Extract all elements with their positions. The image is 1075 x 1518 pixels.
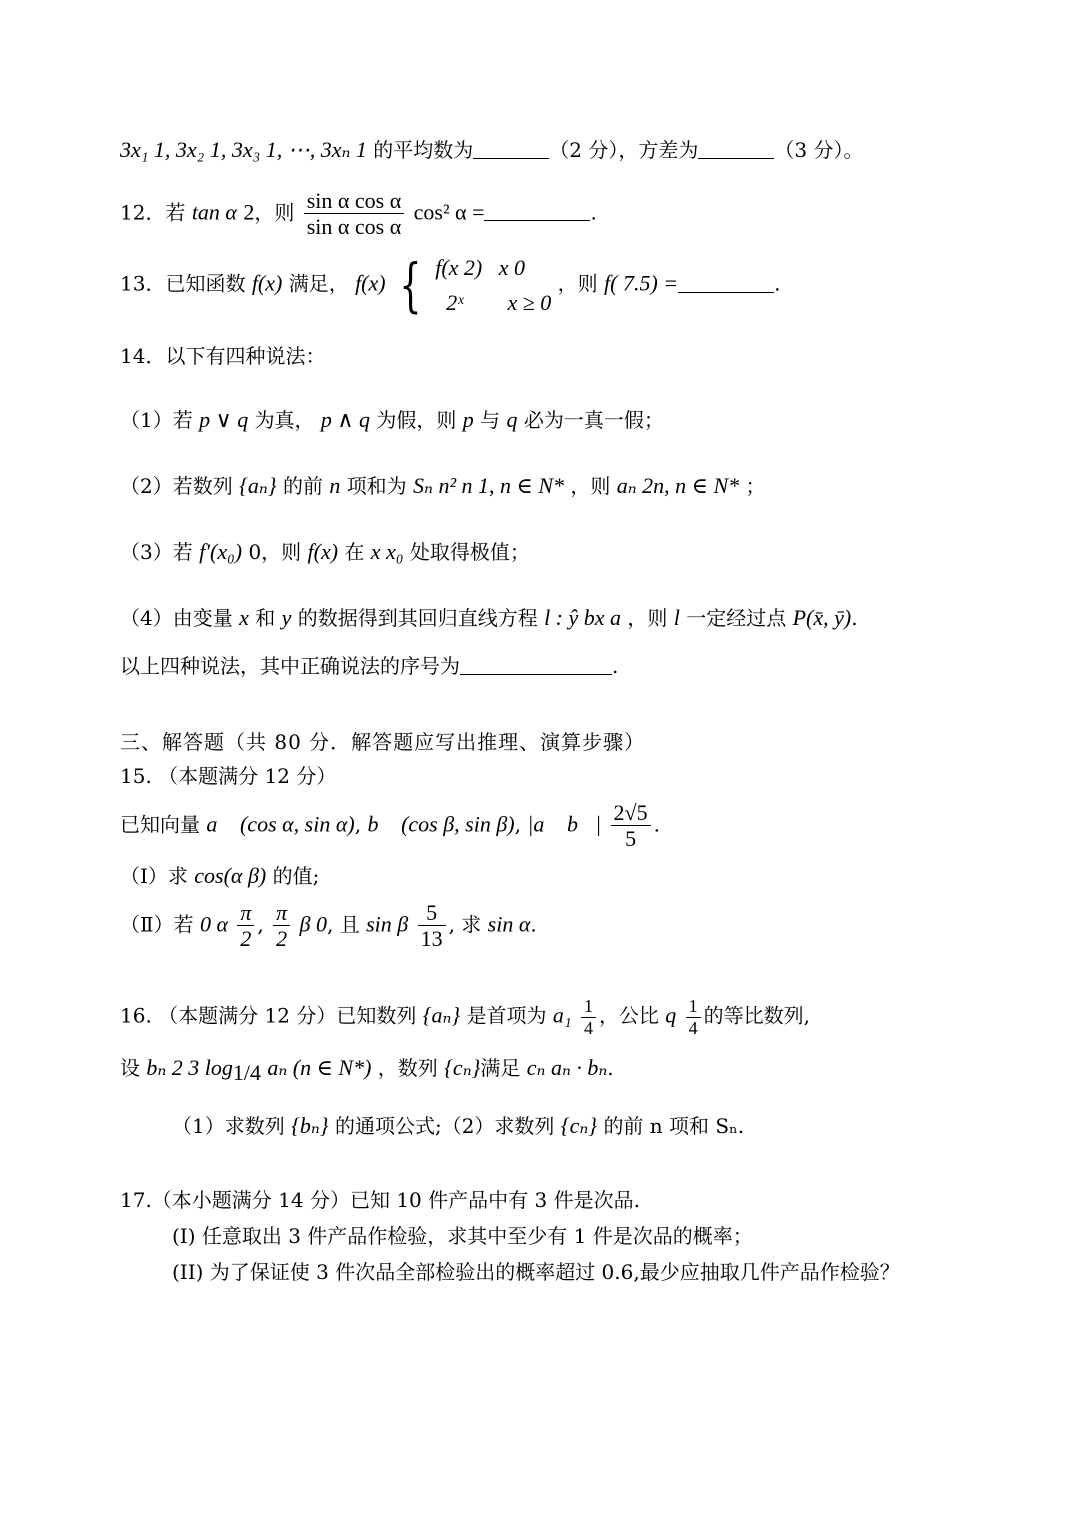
text: 16. （本题满分 12 分）已知数列 — [120, 1003, 417, 1028]
text: 为真， — [254, 408, 315, 432]
text: ，公比 — [598, 1003, 659, 1028]
math-expr: a⃗ (cos α, sin α) — [206, 811, 355, 837]
fraction — [237, 900, 254, 952]
math-expr: 3x₁ 1, 3x₂ 1, 3x₃ 1, ⋯, 3xₙ 1 — [120, 137, 367, 162]
math-expr: q — [506, 407, 518, 432]
text: 已知向量 — [120, 812, 200, 837]
math-expr: f(x) — [251, 270, 283, 296]
case-cond: x 0 — [498, 255, 526, 280]
text: . — [607, 1056, 614, 1080]
text: 是首项为 — [466, 1003, 547, 1028]
text: 的平均数为 — [373, 138, 474, 162]
question-15-part-2 — [120, 900, 537, 952]
math-expr: q — [665, 1002, 677, 1028]
log-base: 1/4 — [232, 1060, 262, 1085]
text: （3）若 — [120, 540, 193, 564]
question-17: 17.（本小题满分 14 分）已知 10 件产品中有 3 件是次品. — [120, 1188, 640, 1212]
math-expr: f(x) — [355, 270, 386, 296]
numerator: π — [237, 900, 254, 926]
fraction — [581, 996, 596, 1038]
fraction — [304, 188, 405, 240]
text: （4）由变量 — [120, 606, 233, 630]
answer-blank[interactable] — [484, 200, 590, 221]
denominator: 2 — [276, 926, 288, 952]
text: 的值; — [272, 864, 320, 888]
question-13 — [120, 250, 780, 320]
text: （3 分）。 — [774, 138, 864, 162]
case-2 — [435, 285, 551, 320]
denominator: sin α cos α — [306, 214, 402, 240]
numerator: 2√5 — [611, 800, 651, 826]
left-brace: { — [399, 251, 422, 320]
statement-3 — [120, 538, 530, 566]
numerator: 5 — [418, 900, 446, 926]
statement-conclusion — [120, 654, 618, 679]
text: , — [354, 812, 362, 837]
line-11 — [120, 136, 863, 164]
text: . — [530, 912, 537, 937]
math-expr: n — [329, 473, 341, 498]
text: 以上四种说法，其中正确说法的序号为 — [120, 654, 460, 678]
math-expr: p — [462, 407, 474, 432]
math-expr: {aₙ} — [422, 1002, 461, 1028]
text: 为假，则 — [376, 408, 457, 432]
math-expr: |a⃗ b⃗| — [527, 811, 602, 837]
text: （1）若 — [120, 408, 193, 432]
text: 满足， — [288, 271, 349, 296]
text: 在 — [344, 540, 365, 564]
denominator: 4 — [583, 1017, 593, 1038]
numerator: 1 — [581, 996, 596, 1018]
text: （Ⅱ）若 — [120, 912, 194, 937]
math-expr: a₁ — [552, 1002, 572, 1028]
text: 必为一真一假； — [523, 408, 664, 432]
math-expr: tan α — [191, 199, 237, 225]
statement-4 — [120, 604, 858, 632]
text: 0，则 — [248, 540, 302, 564]
math-expr: cₙ aₙ · bₙ — [526, 1055, 608, 1080]
math-expr: x x₀ — [370, 539, 404, 564]
denominator: 2 — [240, 926, 252, 952]
math-expr: p ∧ q — [320, 407, 371, 432]
answer-blank[interactable] — [678, 272, 774, 293]
text: （1）求数列 — [172, 1114, 285, 1138]
question-16 — [120, 996, 810, 1038]
math-expr: f( 7.5) = — [604, 270, 679, 296]
math-expr: {aₙ} — [239, 473, 277, 498]
section-heading: 三、解答题（共 80 分．解答题应写出推理、演算步骤） — [120, 730, 646, 754]
question-16-definition — [120, 1054, 614, 1087]
text: （Ⅰ）求 — [120, 864, 188, 888]
numerator: sin α cos α — [304, 188, 405, 214]
text: , — [257, 912, 264, 937]
numerator: π — [273, 900, 290, 926]
math-expr: cos(α β) — [194, 863, 267, 888]
math-expr: Sₙ n² n 1, n ∈ N* — [413, 473, 565, 498]
statement-2 — [120, 472, 765, 500]
fraction — [611, 800, 651, 852]
math-expr: l : ŷ bx a — [544, 605, 622, 630]
denominator: 4 — [688, 1017, 698, 1038]
text: . — [612, 654, 619, 678]
numerator: 1 — [686, 996, 701, 1018]
question-16-parts — [172, 1112, 744, 1140]
text: . — [653, 812, 660, 837]
question-15-body — [120, 800, 660, 852]
text: , 求 — [448, 912, 482, 937]
text: ，则 — [570, 474, 611, 498]
question-17-part-2: (II) 为了保证使 3 件次品全部检验出的概率超过 0.6,最少应抽取几件产品作检验？ — [172, 1260, 900, 1284]
math-expr: 2 — [243, 199, 255, 225]
math-expr: P(x̄, ȳ) — [792, 605, 852, 630]
piecewise-cases — [435, 250, 551, 320]
math-expr: x — [239, 605, 249, 630]
text: 的等比数列, — [703, 1003, 811, 1028]
math-expr: aₙ 2n, n ∈ N* — [616, 473, 740, 498]
case-expr: f(x 2) — [435, 255, 483, 280]
case-cond: x ≥ 0 — [507, 290, 552, 316]
math-expr: p ∨ q — [199, 407, 249, 432]
math-expr: l — [673, 605, 680, 630]
math-expr: cos² α = — [413, 199, 485, 225]
text: 一定经过点 — [686, 606, 787, 630]
math-expr: {bₙ} — [291, 1113, 329, 1138]
text: 的前 — [282, 474, 323, 498]
text: 的通项公式;（2）求数列 — [334, 1114, 555, 1138]
math-expr: {cₙ} — [444, 1055, 481, 1080]
question-15-part-1 — [120, 862, 319, 890]
text: ，则 — [557, 271, 598, 296]
denominator: 13 — [420, 926, 443, 952]
text: ，则 — [254, 200, 295, 225]
answer-blank[interactable] — [473, 138, 549, 159]
text: , 且 — [326, 912, 360, 937]
math-expr: y — [281, 605, 292, 630]
text: . — [590, 200, 597, 225]
math-expr: aₙ (n ∈ N*) — [267, 1055, 372, 1080]
text: 的前 n 项和 Sₙ. — [603, 1114, 745, 1138]
math-expr: 0 α — [199, 911, 229, 937]
text: 满足 — [480, 1056, 521, 1080]
denominator: 5 — [625, 826, 637, 852]
case-1 — [435, 250, 551, 285]
text: ； — [745, 474, 766, 498]
question-17-part-1: (I) 任意取出 3 件产品作检验，求其中至少有 1 件是次品的概率； — [172, 1224, 753, 1248]
question-label: 12．若 — [120, 200, 186, 225]
text: , — [514, 812, 521, 837]
question-label: 13．已知函数 — [120, 271, 246, 296]
math-expr: sin α — [487, 911, 531, 937]
text: 的数据得到其回归直线方程 — [297, 606, 538, 630]
math-expr: f(x) — [307, 539, 339, 564]
text: . — [774, 271, 781, 296]
math-expr: bₙ 2 3 log — [146, 1055, 233, 1080]
math-expr: f′(x₀) — [199, 539, 243, 564]
text: 和 — [255, 606, 276, 630]
text: 设 — [120, 1056, 140, 1080]
fraction — [686, 996, 701, 1038]
text: （2）若数列 — [120, 474, 233, 498]
text: 与 — [480, 408, 501, 432]
question-15-title: 15. （本题满分 12 分） — [120, 764, 337, 788]
answer-blank[interactable] — [698, 138, 774, 159]
math-expr: {cₙ} — [560, 1113, 598, 1138]
math-expr: b⃗ (cos β, sin β) — [367, 811, 515, 837]
text: ，数列 — [377, 1056, 438, 1080]
statement-1 — [120, 406, 664, 434]
answer-blank[interactable] — [460, 654, 612, 675]
question-12 — [120, 188, 597, 240]
text: （2 分），方差为 — [549, 138, 699, 162]
question-14: 14．以下有四种说法： — [120, 344, 326, 368]
fraction — [273, 900, 290, 952]
math-expr: sin β — [366, 911, 409, 937]
math-expr: β 0 — [299, 911, 327, 937]
text: ，则 — [627, 606, 668, 630]
text: 项和为 — [346, 474, 407, 498]
case-expr: 2ˣ — [446, 290, 464, 316]
text: 处取得极值； — [409, 540, 530, 564]
fraction — [418, 900, 446, 952]
text: . — [851, 606, 858, 630]
